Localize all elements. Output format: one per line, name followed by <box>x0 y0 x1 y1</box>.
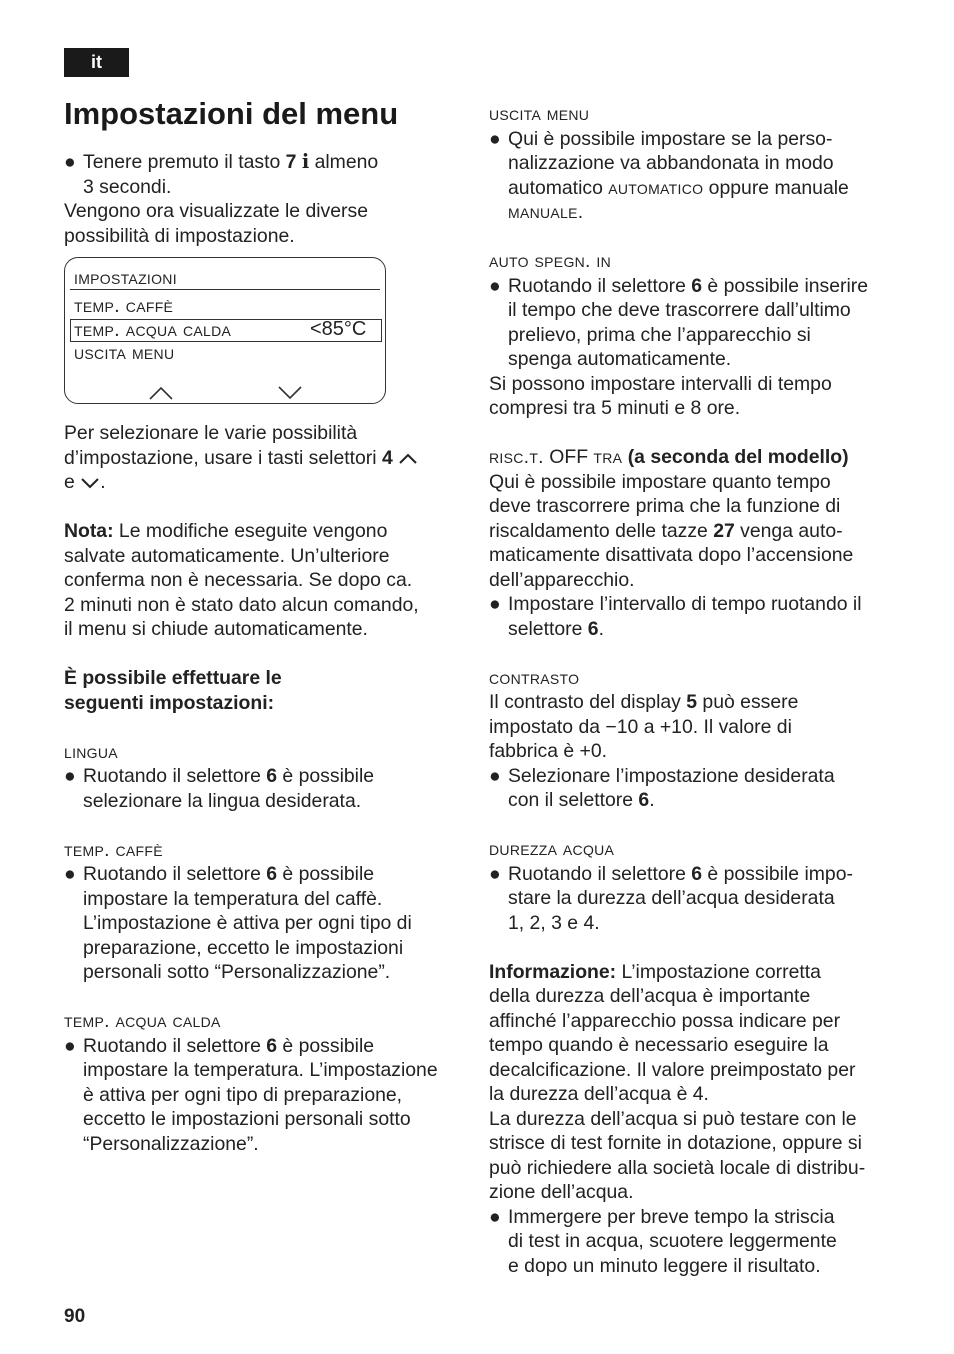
chevron-down-icon <box>80 477 100 489</box>
bullet-icon: ● <box>489 274 501 297</box>
language-tab: it <box>64 48 129 77</box>
bullet-icon: ● <box>64 1034 76 1057</box>
heading-auto-spegn: auto spegn. in <box>489 250 612 272</box>
heading-uscita-menu: uscita menu <box>489 103 590 125</box>
display-header: impostazioni <box>74 267 177 289</box>
bullet-icon: ● <box>489 593 501 615</box>
chevron-down-icon <box>278 386 302 400</box>
intro-text: Vengono ora visualizzate le diverse possibilità di impostazione. <box>64 200 368 247</box>
heading-risc-off: risc.t. OFF tra (a seconda del modello) <box>489 446 849 468</box>
display-illustration <box>64 257 386 404</box>
auto-spegn-text: Si possono impostare intervalli di tempo compresi tra 5 minuti e 8 ore. <box>489 372 832 419</box>
page-number: 90 <box>64 1306 86 1327</box>
heading-temp-acqua-calda: temp. acqua calda <box>64 1010 221 1032</box>
heading-lingua: lingua <box>64 740 118 763</box>
right-column-body <box>489 102 899 1278</box>
durezza-bullet: ● Ruotando il selettore 6 è possibile impo- stare la durezza dell’acqua desiderata 1, 2, 3 e 4. <box>489 862 853 934</box>
display-row-uscita: uscita menu <box>74 342 175 364</box>
page-title: Impostazioni del menu <box>64 96 399 131</box>
display-row-temp-caffe: temp. caffè <box>74 295 174 317</box>
heading-contrasto: contrasto <box>489 666 580 689</box>
contrasto-text: Il contrasto del display 5 può essere impostato da −10 a +10. Il valore di fabbrica è +0. <box>489 691 799 762</box>
auto-spegn-bullet: ● Ruotando il selettore 6 è possibile inserire il tempo che deve trascorrere dall’ultimo prelievo, prima che l’apparecchio si spenga automaticamente. <box>489 274 869 370</box>
chevron-up-icon <box>398 452 418 464</box>
left-column-body <box>64 421 464 1156</box>
temp-caffe-bullet: ● Ruotando il selettore 6 è possibile impostare la temperatura del caffè. L’impostazione è attiva per ogni tipo di preparazione, eccetto le impostazioni personali sotto “Personalizzazione”. <box>64 863 412 983</box>
display-row-value: <85°C <box>310 318 367 340</box>
display-row-temp-acqua: temp. acqua calda <box>74 319 232 341</box>
risc-text: Qui è possibile impostare quanto tempo deve trascorrere prima che la funzione di riscaldamento delle tazze 27 venga auto- maticamente disattivata dopo l’accensione dell’apparecchio. <box>489 470 854 591</box>
hold-key-bullet: ● Tenere premuto il tasto 7 i almeno 3 secondi. <box>64 150 379 198</box>
risc-bullet: ● Impostare l’intervallo di tempo ruotando il selettore 6. <box>489 593 862 640</box>
contrasto-bullet: ● Selezionare l’impostazione desiderata con il selettore 6. <box>489 764 835 811</box>
temp-acqua-bullet: ● Ruotando il selettore 6 è possibile impostare la temperatura. L’impostazione è attiva per ogni tipo di preparazione, eccetto le impostazioni personali sotto “Personalizzazione”. <box>64 1034 438 1155</box>
bullet-icon: ● <box>489 1205 501 1228</box>
info-paragraph: Informazione: L’impostazione corretta della durezza dell’acqua è importante affinché l’apparecchio possa indicare per tempo quando è necessario eseguire la decalcificazione. Il valore preimpostato per la durezza dell’acqua è 4. La durezza dell’acqua si può testare con le strisce di test fornite in dotazione, oppure si può richiedere alla società locale di distribu- zione dell’acqua. <box>489 960 866 1203</box>
bullet-icon: ● <box>489 764 501 787</box>
uscita-bullet: ● Qui è possibile impostare se la perso- nalizzazione va abbandonata in modo automatico automatico oppure manuale manuale. <box>489 127 849 223</box>
lingua-bullet: ● Ruotando il selettore 6 è possibile selezionare la lingua desiderata. <box>64 765 375 812</box>
bullet-icon: ● <box>64 863 76 885</box>
bullet-icon: ● <box>489 127 501 150</box>
heading-temp-caffe: temp. caffè <box>64 838 163 861</box>
intro-section <box>64 150 464 248</box>
key-ref: 7 <box>285 151 297 173</box>
bullet-icon: ● <box>64 151 76 173</box>
bullet-icon: ● <box>489 862 501 885</box>
heading-durezza-acqua: durezza acqua <box>489 838 615 860</box>
note-paragraph: Nota: Le modifiche eseguite vengono salvate automaticamente. Un’ulteriore conferma non è necessaria. Se dopo ca. 2 minuti non è stato dato alcun comando, il menu si chiude automaticamente. <box>64 520 419 640</box>
display-divider <box>70 289 380 290</box>
info-bullet: ● Immergere per breve tempo la striscia di test in acqua, scuotere leggermente e dopo un minuto leggere il risultato. <box>489 1205 837 1277</box>
possible-settings-heading: È possibile effettuare le seguenti impostazioni: <box>64 667 282 714</box>
info-icon: i <box>301 150 310 173</box>
bullet-icon: ● <box>64 765 76 787</box>
select-instructions: Per selezionare le varie possibilità d’impostazione, usare i tasti selettori 4 e . <box>64 421 464 495</box>
chevron-up-icon <box>149 386 173 400</box>
